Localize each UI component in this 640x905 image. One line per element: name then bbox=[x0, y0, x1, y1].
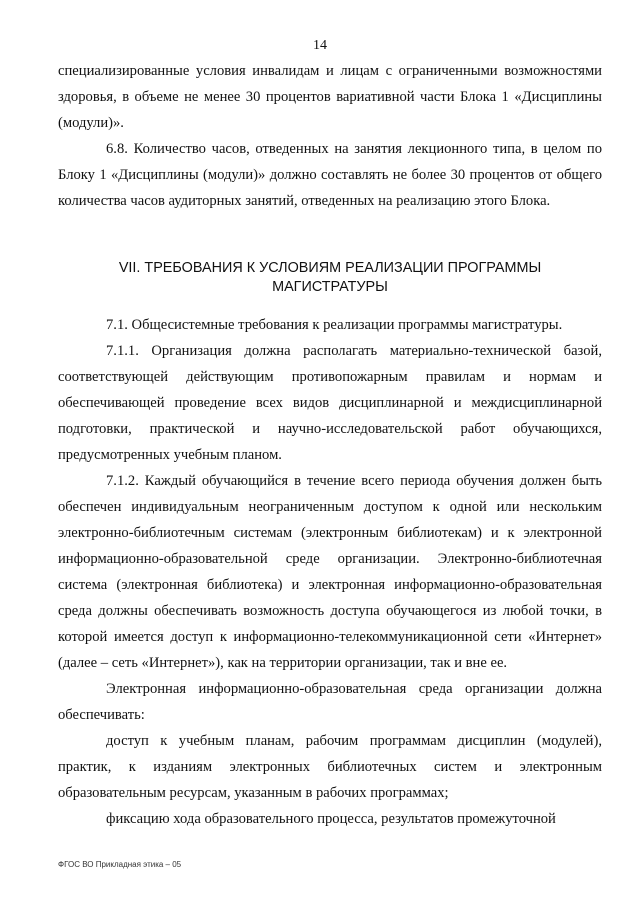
paragraph-7-1-1: 7.1.1. Организация должна располагать материально-технической базой, соответствующей действующим противопожарным правилам и нормам и обеспечивающей проведение всех видов дисциплинарной и междисциплинарной подготовки, практической и научно-исследовательской работ обучающихся, предусмотренных учебным планом. bbox=[58, 343, 602, 463]
section-title-line-2: МАГИСТРАТУРЫ bbox=[272, 279, 388, 295]
footer-document-code: ФГОС ВО Прикладная этика – 05 bbox=[58, 860, 182, 869]
page-number: 14 bbox=[313, 38, 327, 53]
text-block-6-8 bbox=[58, 136, 602, 214]
section-title bbox=[58, 259, 602, 297]
text-block-continuation bbox=[58, 58, 602, 136]
paragraph-7-1: 7.1. Общесистемные требования к реализации программы магистратуры. bbox=[106, 317, 563, 333]
paragraph-access: доступ к учебным планам, рабочим программам дисциплин (модулей), практик, к изданиям электронных библиотечных систем и электронным образовательным ресурсам, указанным в рабочих программах; bbox=[58, 733, 602, 801]
paragraph-6-8: 6.8. Количество часов, отведенных на занятия лекционного типа, в целом по Блоку 1 «Дисциплины (модули)» должно составлять не более 30 процентов от общего количества часов аудиторных занятий, отведенных на реализацию этого Блока. bbox=[58, 141, 602, 209]
paragraph-7-1-2: 7.1.2. Каждый обучающийся в течение всего периода обучения должен быть обеспечен индивидуальным неограниченным доступом к одной или нескольким электронно-библиотечным системам (электронным библиотекам) и к электронной информационно-образовательной среде организации. Электронно-библиотечная система (электронная библиотека) и электронная информационно-образовательная среда должны обеспечивать возможность доступа обучающегося из любой точки, в которой имеется доступ к информационно-телекоммуникационной сети «Интернет» (далее – сеть «Интернет»), как на территории организации, так и вне ее. bbox=[58, 473, 602, 671]
paragraph-fixation: фиксацию хода образовательного процесса, результатов промежуточной bbox=[106, 811, 556, 827]
text-block-section-7 bbox=[58, 312, 602, 832]
paragraph-continuation: специализированные условия инвалидам и лицам с ограниченными возможностями здоровья, в объеме не менее 30 процентов вариативной части Блока 1 «Дисциплины (модули)». bbox=[58, 63, 602, 131]
section-title-line-1: VII. ТРЕБОВАНИЯ К УСЛОВИЯМ РЕАЛИЗАЦИИ ПРОГРАММЫ bbox=[118, 260, 542, 276]
paragraph-environment: Электронная информационно-образовательная среда организации должна обеспечивать: bbox=[58, 681, 602, 723]
